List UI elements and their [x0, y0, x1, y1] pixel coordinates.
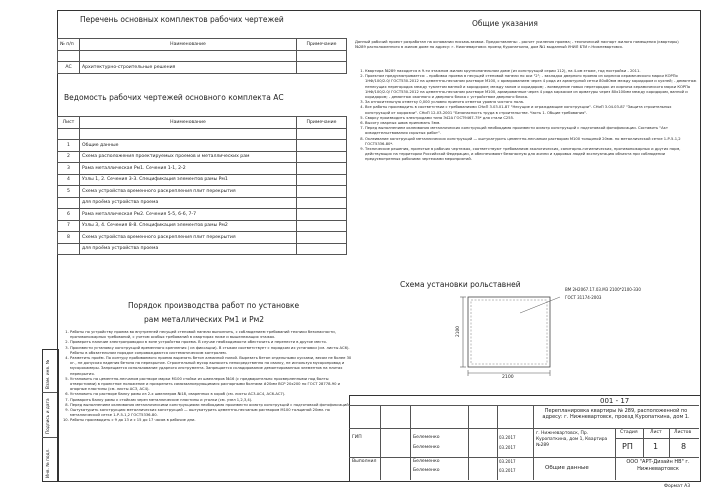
note-item: 2. Проектом предусматривается: - пробивка проема в несущей стеновой панели по оси "2"; - закладка дверного проема из кирпича керамического марки КОРПо 1НФ/100/2.0/ ГОСТ530-2012 на цементно-песчаном растворе М100, с армированием через 4 ряда из арматурной сетки 80х80мм между коридором и кухней; - демонтаж ненесущих перегородок между туалетом ванной и коридором; между залом и коридором; - возведение новых перегородок из кирпича керамического марки КОРПо 1НФ/100/2.0/ ГОСТ530-2012 на цементно-песчаном растворе М100, армированные через 4 ряда каркасом из арматуры через 80х100мм между коридором, ванной и коридором; - демонтаж оконного и дверного блока с устройством дверного блока.: [365, 74, 697, 100]
sheet-name: для проёма устройства проема: [80, 243, 297, 255]
sheet-note: [297, 243, 347, 255]
scheme-label-2: ГОСТ 31174-2003: [565, 295, 602, 300]
sheet-row: [58, 163, 347, 175]
col-num: № п/п: [58, 39, 80, 51]
sheet-num: 7: [58, 220, 80, 232]
stamp-role-0: ГИП: [352, 435, 362, 440]
procedure-list: [60, 330, 352, 424]
sheet-num: [58, 243, 80, 255]
sheet-list-title: Ведомость рабочих чертежей основного комплекта АС: [64, 93, 284, 102]
notes-title: Общие указания: [472, 19, 538, 28]
stamp-address: г. Нижневартовск, Пр. Куропаткина, дом 1, Квартира №289: [536, 431, 608, 448]
sheet-row: [58, 174, 347, 186]
scheme-dim-height: 2100: [456, 326, 461, 337]
procedure-item: 7. Приварить балку рамы к стойкам через металлические пластины и уголки (см. узел 1,2,3,4).: [70, 398, 352, 403]
stamp-stage: РП: [622, 442, 633, 451]
set-name: Архитектурно-строительные решения: [80, 62, 297, 74]
sheet-note: [297, 140, 347, 152]
drawing-set-table: [57, 38, 347, 74]
procedure-item: 10. Работы производить с 9 до 13 и с 15 до 17 часов в рабочие дни.: [70, 418, 352, 423]
sheet-note: [297, 220, 347, 232]
procedure-item: 1. Работы по устройству проема во внутренней несущей стеновой панели выполнить, с соблюдением требований техники безопасности, противопожарных требований, с учетом особых требований в квартирах ниже и вышележащих этажах.: [70, 330, 352, 340]
sheet-note: [297, 163, 347, 175]
sheet-note: [297, 209, 347, 221]
sheet-note: [297, 197, 347, 209]
sheet-name: Рама металлическая Рм2. Сечения 5-5, 6-6, 7-7: [80, 209, 297, 221]
sheet-row: [58, 220, 347, 232]
sheet-num: 8: [58, 232, 80, 244]
sheet-row: [58, 197, 347, 209]
procedure-item: 3. Произвести установку конструкций временного крепления ( из фиксации). В стыкам соответствует с порядком их установки (см. листы АС6). Работы в обязательном порядке сопровождаются систематическим контролем.: [70, 346, 352, 356]
set-note: [297, 62, 347, 74]
col-note: Примечание: [297, 39, 347, 51]
side-label-inv: Инв. № подл.: [46, 448, 51, 478]
sheet-num: 2: [58, 151, 80, 163]
sheet-note: [297, 174, 347, 186]
col-name: Наименование: [80, 39, 297, 51]
stamp-sheet: 1: [653, 442, 659, 451]
side-label-sign: Подпись и дата: [46, 398, 51, 434]
set-code: АС: [58, 62, 80, 74]
scheme-dim-width: 2100: [502, 375, 514, 380]
note-item: 3. За относительную отметку 0,000 условно принята отметка уровня чистого пола.: [365, 100, 697, 105]
stamp-date-0: 03.2017: [499, 435, 516, 440]
scheme-label-1: ВМ 2Н2067.17.03.М3 2100*2100-330: [565, 287, 641, 292]
sheet-num: 6: [58, 209, 80, 221]
sheet-name: Узлы 1, 2. Сечения 3-3. Спецификация элементов рамы Рм1: [80, 174, 297, 186]
sheet-name: Схема устройства временного раскрепления плит перекрытия: [80, 186, 297, 198]
drawing-set-title: Перечень основных комплектов рабочих чертежей: [80, 15, 284, 24]
format-label: Формат А3: [664, 484, 691, 489]
procedure-item: 9. Оштукатурить конструкцию металлических конструкций — оштукатурить цементно-песчаным раствором М100 толщиной 20мм. по металлической сетке 1-Р-5-1,2 ГОСТ5336-80.: [70, 408, 352, 418]
note-item: 8. Оклеивание конструкций металлических конструкций — оштукатурить цементно-песчаным раствором М100 толщиной 20мм. по металлической сетке 1-Р-5-1,2 ГОСТ5336-80*.: [365, 137, 697, 147]
sheet-row: [58, 151, 347, 163]
sheet-name: для проёма устройства проема: [80, 197, 297, 209]
notes-intro: Данный рабочий проект разработан на основании письма-заявки. Предоставлены: - расчет усиления проема; - технический паспорт жилого помещения (квартиры) №289 расположенного в жилом доме по адресу: г. Нижневартовск проезд Куропаткина, дом №1 выданный УНИЛ БТИ г.Нижневартовск.: [355, 40, 679, 50]
note-item: 6. Высоту сварных швов принимать 5мм.: [365, 121, 697, 126]
note-item: 9. Технические решения, принятые в рабочих чертежах, соответствуют требованиям экологических, санитарно-гигиенических, противопожарных и других норм, действующих на территории Российской Федерации, и обеспечивают безопасную для жизни и здоровья людей эксплуатацию объекта при соблюдении предусмотренных рабочими чертежами мероприятий.: [365, 147, 697, 163]
stamp-name-3: Белеменко: [413, 468, 440, 473]
col-sheet-name: Наименование: [80, 117, 297, 129]
notes-list: [355, 69, 697, 163]
sheet-row: [58, 232, 347, 244]
procedure-item: 6. Установить на растворе балку рамы из 2-х швеллеров №18, сваренных в короб (см. листы АС3-АС4, АС6-АС7).: [70, 392, 352, 397]
procedure-item: 8. Перед выполнением оклеивания металлическими конструкциями необходимо произвести осмотр конструкций с подготовкой фотофиксаций.: [70, 403, 352, 408]
sheet-num: 4: [58, 174, 80, 186]
stamp-date-1: 03.2017: [499, 445, 516, 450]
sheet-name: Общие данные: [80, 140, 297, 152]
note-item: 5. Сварку производить электродами типа Э42А ГОСТ9467-75* для стали С255.: [365, 116, 697, 121]
note-item: 7. Перед выполнением оклеивания металлических конструкций необходимо произвести осмотр конструкций с подготовкой фотофиксации. Составить "Акт освидетельствования скрытых работ".: [365, 126, 697, 136]
sheet-name: Узлы 3, 4. Сечения 8-8. Спецификация элементов рамы Рм2: [80, 220, 297, 232]
rollerblind-scheme: [460, 293, 620, 393]
sheet-row: [58, 243, 347, 255]
col-sheet: Лист: [58, 117, 80, 129]
stamp-sheets: 8: [681, 442, 687, 451]
procedure-title-2: рам металлических Рм1 и Рм2: [144, 315, 265, 324]
col-sheet-note: Примечание: [297, 117, 347, 129]
sheet-name: Схема расположения проектируемых проемов и металлических рам: [80, 151, 297, 163]
sheet-num: 3: [58, 163, 80, 175]
stamp-sheets-header: Листов: [674, 430, 692, 435]
stamp-project-title: Перепланировка квартиры № 289, расположенной по адресу: г. Нижневартовск, проезд Куропаткина, дом 1.: [542, 408, 690, 421]
sheet-num: 5: [58, 186, 80, 198]
procedure-item: 5. Установить на цементно-песчаном растворе марки М100 стойки из швеллеров №16 (с предварительно просверленными под болты отверстиями) в проектное положение и прикрепить самозаанкерующимися распорными болтами #20мм ВСР 20х200 по ГОСТ 28778-90 и опорные пластины (см. листы АС3, АС4).: [70, 377, 352, 393]
stamp-name-0: Белеменко: [413, 435, 440, 440]
procedure-item: 4. Разметить проём. По контуру пробиваемого проема вырезать бетон алмазной пилой. Вырезать бетон отдельными кусками, весом не более 30 кг., не допуская падения бетона на перекрытие. Строительный мусор выносить непосредственно на свалку, не используя мусоропровод и мусорокамеры. Запрещается использование ударного инструмента. Запрещается складирование демонтированных элементов на плитах перекрытия.: [70, 356, 352, 377]
stamp-role-2: Выполнил: [352, 459, 377, 464]
stamp-sheet-header: Лист: [650, 430, 662, 435]
sheet-name: Схема устройства временного раскрепления плит перекрытия: [80, 232, 297, 244]
sheet-name: Рама металлическая Рм1. Сечения 1-1, 2-2: [80, 163, 297, 175]
procedure-item: 2. Проверить наличие электропроводки в зоне устройства проема. В случае необходимости обесточить и перенести в другое место.: [70, 340, 352, 345]
stamp-code: 001 - 17: [600, 397, 630, 405]
procedure-title-1: Порядок производства работ по установке: [128, 301, 300, 310]
sheet-list-table: [57, 116, 347, 255]
stamp-name-1: Белеменко: [413, 445, 440, 450]
stamp-date-3: 03.2017: [499, 468, 516, 473]
sheet-row: [58, 140, 347, 152]
sheet-num: 1: [58, 140, 80, 152]
stamp-sheet-name: Общие данные: [545, 465, 589, 471]
note-item: 4. Все работы производить в соответствии с требованиями СНиП 3.03.01-87 "Несущие и ограждающие конструкции". СНиП 3.04.03-87 "Защита строительных конструкций от коррозии". СНиП 12-03-2001 "Безопасность труда в строительстве. Часть 1. Общие требования".: [365, 105, 697, 115]
note-item: 1. Квартира №289 находится в 9-ти этажном жилом крупнопанельном доме (из конструкций серии 112), на 4-ом этаже, год постройки - 2011.: [365, 69, 697, 74]
sheet-num: [58, 197, 80, 209]
stamp-date-2: 03.2017: [499, 459, 516, 464]
side-label-replace: Взам. инв. №: [46, 359, 51, 389]
stamp-name-2: Белеменко: [413, 459, 440, 464]
sheet-row: [58, 209, 347, 221]
sheet-note: [297, 151, 347, 163]
stamp-stage-header: Стадия: [620, 430, 638, 435]
sheet-row: [58, 186, 347, 198]
scheme-title: Схема установки рольставней: [400, 280, 521, 289]
stamp-company: ООО "АРТ-Дизайн НВ" г. Нижневартовск: [626, 459, 690, 472]
sheet-note: [297, 232, 347, 244]
sheet-note: [297, 186, 347, 198]
